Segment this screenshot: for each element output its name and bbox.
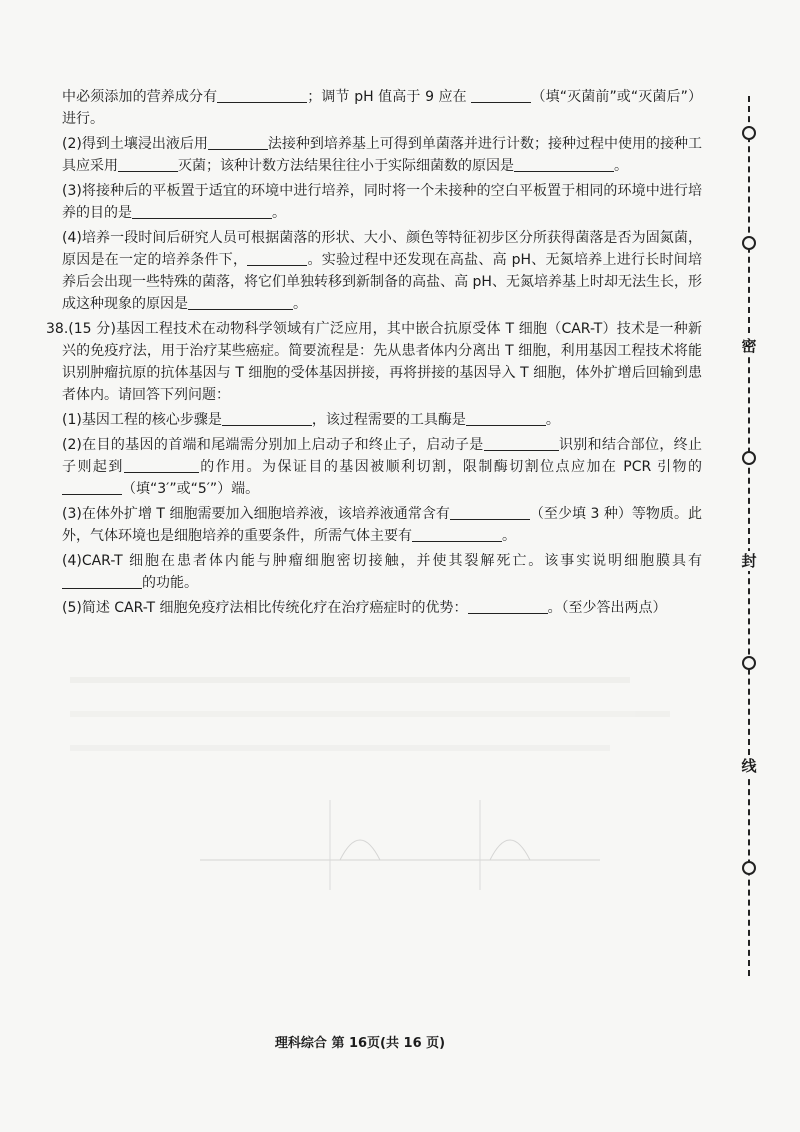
answer-blank[interactable]: [124, 458, 199, 473]
show-through-figure: [190, 800, 610, 1020]
binding-hole-icon: [742, 236, 756, 250]
q38-part5: (5)简述 CAR-T 细胞免疫疗法相比传统化疗在治疗癌症时的优势： 。（至少答出两点）: [62, 600, 667, 616]
q38-part3: (3)在体外扩增 T 细胞需要加入细胞培养液，该培养液通常含有 （至少填 3 种）等物质。此外，气体环境也是细胞培养的重要条件，所需气体主要有 。: [62, 506, 702, 544]
seal-char-xian: 线: [739, 756, 759, 776]
binding-hole-icon: [742, 126, 756, 140]
answer-blank[interactable]: [450, 505, 530, 520]
answer-blank[interactable]: [62, 480, 122, 495]
answer-blank[interactable]: [484, 436, 559, 451]
q38-part2: (2)在目的基因的首端和尾端需分别加上启动子和终止子，启动子是 识别和结合部位，终止子则起到 的作用。为保证目的基因被顺利切割，限制酶切割位点应加在 PCR 引物的（填“3′”或“5′”）端。: [62, 437, 702, 497]
q38-part1: (1)基因工程的核心步骤是 ，该过程需要的工具酶是 。: [62, 412, 560, 428]
answer-blank[interactable]: [188, 295, 293, 310]
seal-char-feng: 封: [739, 551, 759, 571]
q38-stem: 38.(15 分)基因工程技术在动物科学领域有广泛应用，其中嵌合抗原受体 T 细胞（CAR-T）技术是一种新兴的免疫疗法，用于治疗某些癌症。简要流程是：先从患者体内分离出 T 细胞，利用基因工程技术将能识别肿瘤抗原的抗体基因与 T 细胞的受体基因拼接，再将拼接的基因导入 T 细胞，体外扩增后回输到患者体内。请回答下列问题：: [46, 321, 702, 403]
q37-part3: (3)将接种后的平板置于适宜的环境中进行培养，同时将一个未接种的空白平板置于相同的环境中进行培养的目的是 。: [62, 183, 702, 221]
answer-blank[interactable]: [468, 599, 548, 614]
page-footer: [0, 1032, 720, 1051]
dashed-cut-line: [748, 96, 750, 976]
answer-blank[interactable]: [514, 157, 614, 172]
answer-blank[interactable]: [247, 251, 307, 266]
answer-blank[interactable]: [412, 527, 502, 542]
answer-blank[interactable]: [62, 574, 142, 589]
answer-blank[interactable]: [466, 411, 546, 426]
answer-blank[interactable]: [118, 157, 178, 172]
binding-line: [740, 96, 760, 976]
answer-blank[interactable]: [471, 88, 531, 103]
question-content: [46, 86, 703, 622]
question-number: 38.: [46, 321, 69, 337]
answer-blank[interactable]: [132, 204, 272, 219]
binding-hole-icon: [742, 656, 756, 670]
q37-part1-continued: 中必须添加的营养成分有 ；调节 pH 值高于 9 应在 （填“灭菌前”或“灭菌后”）进行。: [62, 89, 703, 127]
binding-hole-icon: [742, 451, 756, 465]
binding-hole-icon: [742, 861, 756, 875]
seal-char-mi: 密: [739, 336, 759, 356]
answer-blank[interactable]: [208, 135, 268, 150]
q37-part2: (2)得到土壤浸出液后用 法接种到培养基上可得到单菌落并进行计数；接种过程中使用的接种工具应采用 灭菌；该种计数方法结果往往小于实际细菌数的原因是 。: [62, 136, 702, 174]
q38-part4: (4)CAR-T 细胞在患者体内能与肿瘤细胞密切接触，并使其裂解死亡。该事实说明细胞膜具有的功能。: [62, 553, 702, 591]
footer-subject: 理科综合: [274, 1036, 327, 1051]
answer-blank[interactable]: [222, 411, 312, 426]
answer-blank[interactable]: [217, 88, 307, 103]
q37-part4: (4)培养一段时间后研究人员可根据菌落的形状、大小、颜色等特征初步区分所获得菌落是否为固氮菌，原因是在一定的培养条件下， 。实验过程中还发现在高盐、高 pH、无氮培养上进行长时间培养后会出现一些特殊的菌落，将它们单独转移到新制备的高盐、高 pH、无氮培养基上时却无法生长，形成这种现象的原因是 。: [62, 230, 702, 312]
footer-page-number: 第 16页(共 16 页): [331, 1036, 446, 1051]
show-through-text: [70, 655, 690, 751]
